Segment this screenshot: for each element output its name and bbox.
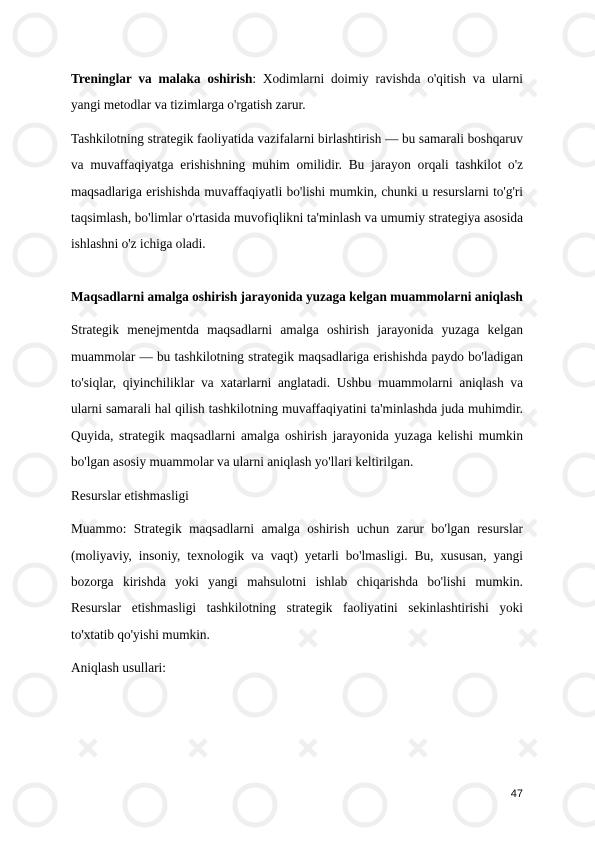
page-number: 47: [510, 788, 523, 800]
paragraph-trainings: [71, 66, 523, 119]
paragraph-task-integration: Tashkilotning strategik faoliyatida vazifalarni birlashtirish — bu samarali boshqaruv va muvaffaqiyatga erishishning muhim omilidir. Bu jarayon orqali tashkilot o'z maqsadlariga erishishda muvaffaqiyatli bo'lishi mumkin, chunki u resurslarni to'g'ri taqsimlash, bo'limlar o'rtasida muvofiqlikni ta'minlash va umumiy strategiya asosida ishlashni o'z ichiga oladi.: [71, 130, 523, 252]
document-body: [71, 66, 523, 682]
subheading-resource-shortage: Resurslar etishmasligi: [71, 487, 189, 503]
paragraph-resource-problem: Muammo: Strategik maqsadlarni amalga oshirish uchun zarur bo'lgan resurslar (moliyaviy, insoniy, texnologik va vaqt) yetarli bo'lmasligi. Bu, xususan, yangi bozorga kirishda yoki yangi mahsulotni ishlab chiqarishda bo'lishi mumkin. Resurslar etishmasligi tashkilotning strategik faoliyatini sekinlashtirishi yoki to'xtatib qo'yishi mumkin.: [71, 521, 523, 642]
section-heading: Maqsadlarni amalga oshirish jarayonida yuzaga kelgan muammolarni aniqlash: [71, 288, 523, 304]
paragraph-trainings-text: : Xodimlarni doimiy ravishda o'qitish va ularni yangi metodlar va tizimlarga o'rgatish zarur.: [71, 71, 523, 113]
paragraph-problems-intro: Strategik menejmentda maqsadlarni amalga oshirish jarayonida yuzaga kelgan muammolar — bu tashkilotning strategik maqsadlariga erishishda paydo bo'ladigan to'siqlar, qiyinchiliklar va xatarlarni anglatadi. Ushbu muammolarni aniqlash va ularni samarali hal qilish tashkilotning muvaffaqiyatini ta'minlashda juda muhimdir. Quyida, strategik maqsadlarni amalga oshirish jarayonida yuzaga kelishi mumkin bo'lgan asosiy muammolar va ularni aniqlash yo'llari keltirilgan.: [71, 322, 523, 470]
paragraph-detection-methods: Aniqlash usullari:: [71, 660, 166, 676]
paragraph-trainings-term: Treninglar va malaka oshirish: [71, 71, 253, 86]
